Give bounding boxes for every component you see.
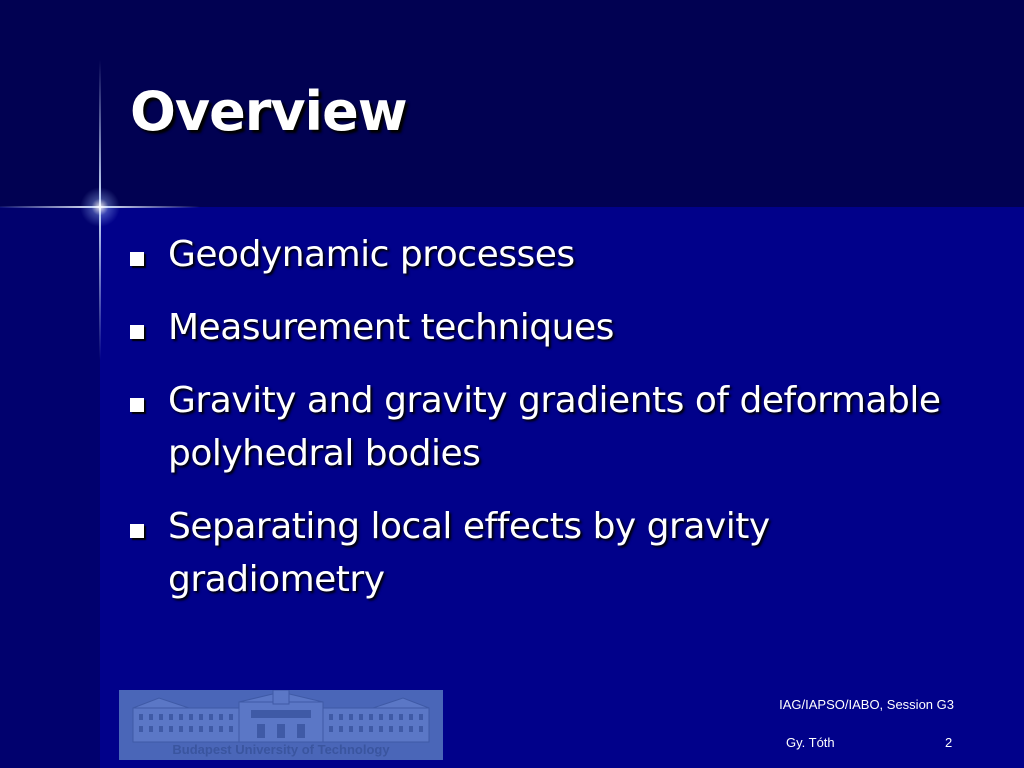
page-number: 2 (945, 735, 953, 750)
bullet-square-icon (130, 524, 144, 538)
bullet-item (130, 301, 990, 354)
bullet-square-icon (130, 252, 144, 266)
bullet-text: Geodynamic processes (168, 234, 575, 275)
bullet-list (130, 228, 990, 626)
bullet-text: Separating local effects by gravity gradiometry (168, 506, 770, 600)
logo-caption: Budapest University of Technology (172, 742, 390, 757)
bullet-square-icon (130, 398, 144, 412)
footer-author: Gy. Tóth (786, 735, 835, 750)
bullet-item (130, 228, 990, 281)
footer-session: IAG/IAPSO/IABO, Session G3 (779, 697, 954, 712)
university-logo (119, 690, 443, 760)
star-glow-icon (80, 187, 120, 227)
bullet-item (130, 374, 990, 480)
left-band (0, 207, 100, 768)
slide-title: Overview (130, 80, 407, 143)
bullet-text: Gravity and gravity gradients of deformable polyhedral bodies (168, 380, 941, 474)
bullet-item (130, 500, 990, 606)
bullet-text: Measurement techniques (168, 307, 614, 348)
bullet-square-icon (130, 325, 144, 339)
